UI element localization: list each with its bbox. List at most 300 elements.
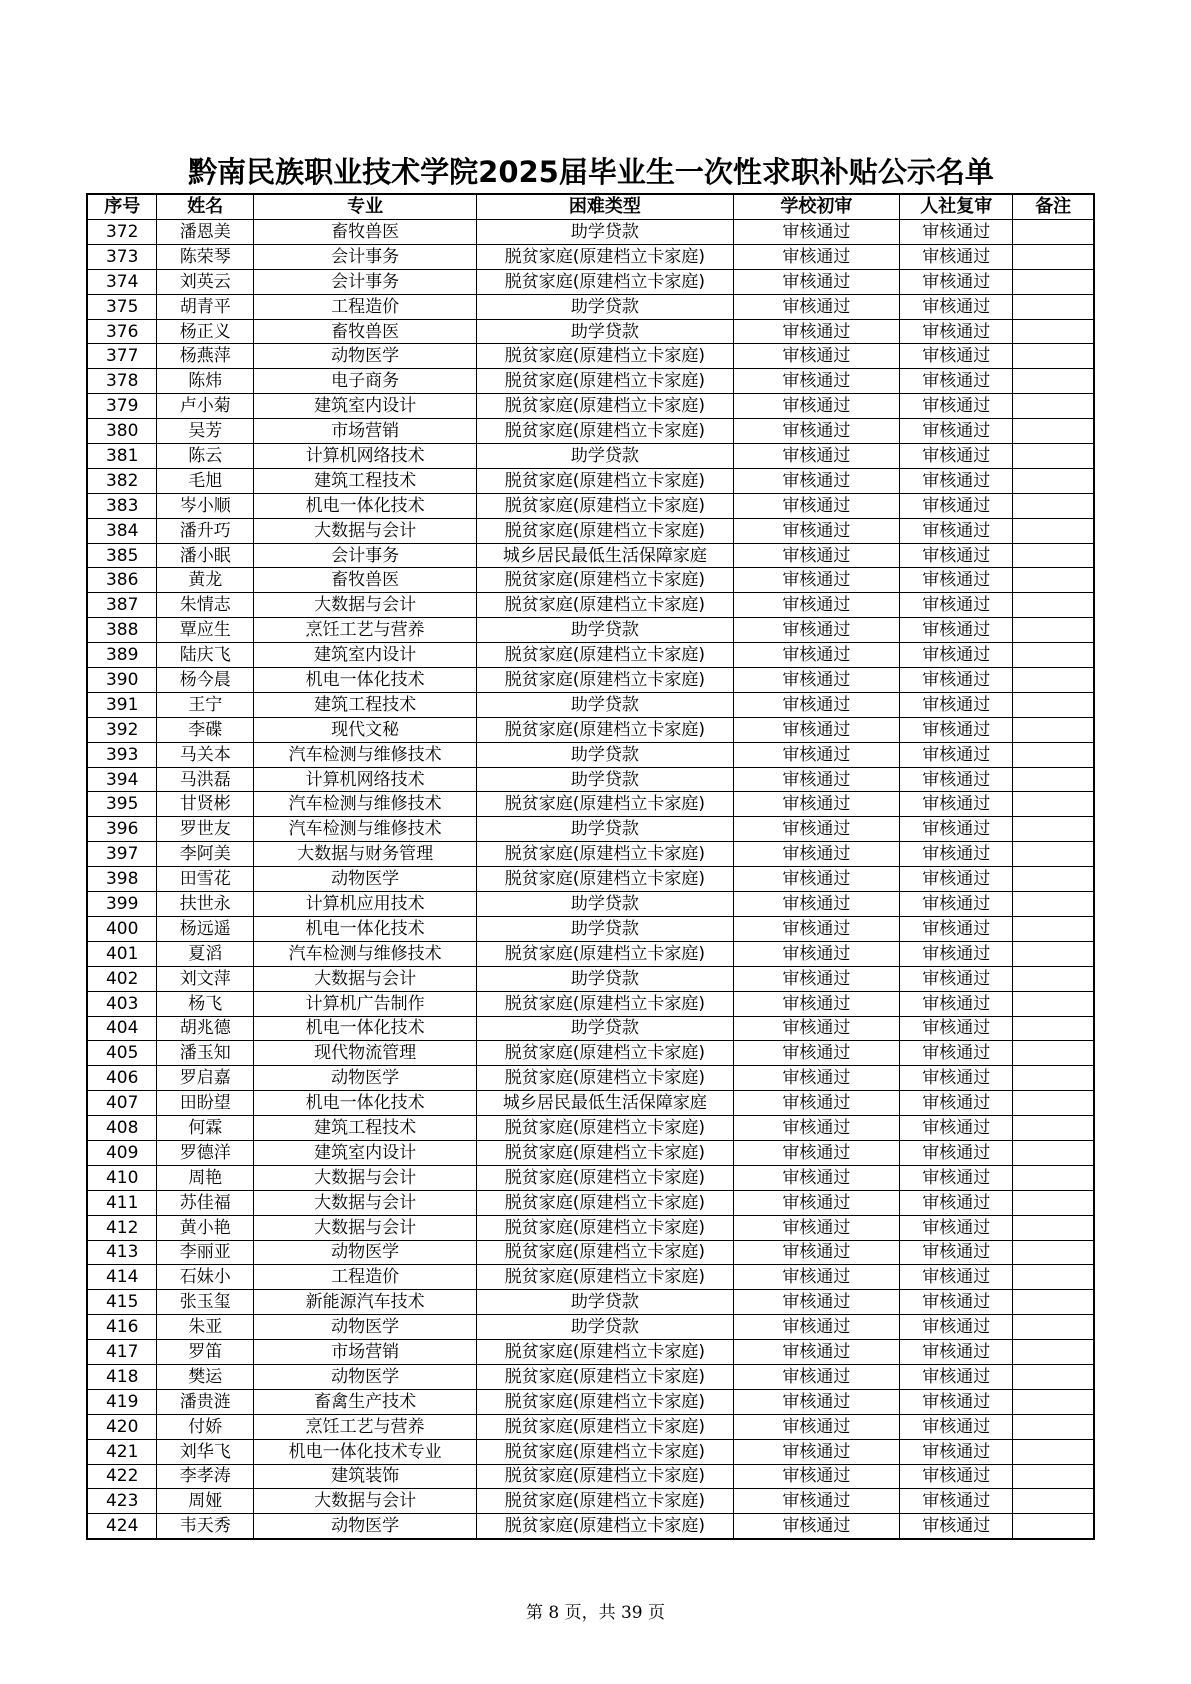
- cell-name: 覃应生: [157, 618, 254, 643]
- cell-index: 416: [87, 1315, 157, 1340]
- cell-name: 李阿美: [157, 842, 254, 867]
- cell-index: 386: [87, 568, 157, 593]
- cell-hr-review: 审核通过: [900, 1240, 1013, 1265]
- cell-school-review: 审核通过: [733, 792, 900, 817]
- cell-remarks: [1013, 344, 1094, 369]
- cell-school-review: 审核通过: [733, 244, 900, 269]
- roster-body: [87, 220, 1094, 1540]
- cell-school-review: 审核通过: [733, 1116, 900, 1141]
- table-row: [87, 966, 1094, 991]
- cell-hr-review: 审核通过: [900, 220, 1013, 245]
- cell-school-review: 审核通过: [733, 568, 900, 593]
- cell-school-review: 审核通过: [733, 916, 900, 941]
- cell-hardship-type: 城乡居民最低生活保障家庭: [477, 543, 733, 568]
- cell-name: 潘小眠: [157, 543, 254, 568]
- cell-hr-review: 审核通过: [900, 1265, 1013, 1290]
- table-header-row: [87, 194, 1094, 220]
- cell-major: 大数据与会计: [254, 1489, 477, 1514]
- cell-index: 403: [87, 991, 157, 1016]
- cell-major: 大数据与会计: [254, 593, 477, 618]
- table-row: [87, 220, 1094, 245]
- cell-name: 卢小菊: [157, 394, 254, 419]
- cell-name: 田盼望: [157, 1091, 254, 1116]
- cell-major: 大数据与财务管理: [254, 842, 477, 867]
- cell-hr-review: 审核通过: [900, 867, 1013, 892]
- cell-hardship-type: 脱贫家庭(原建档立卡家庭): [477, 792, 733, 817]
- cell-name: 陈荣琴: [157, 244, 254, 269]
- cell-hr-review: 审核通过: [900, 394, 1013, 419]
- table-row: [87, 1240, 1094, 1265]
- cell-major: 烹饪工艺与营养: [254, 618, 477, 643]
- cell-major: 会计事务: [254, 543, 477, 568]
- cell-index: 412: [87, 1215, 157, 1240]
- cell-name: 岑小顺: [157, 493, 254, 518]
- cell-school-review: 审核通过: [733, 1489, 900, 1514]
- table-row: [87, 1389, 1094, 1414]
- cell-index: 398: [87, 867, 157, 892]
- cell-hr-review: 审核通过: [900, 419, 1013, 444]
- cell-remarks: [1013, 394, 1094, 419]
- cell-major: 汽车检测与维修技术: [254, 817, 477, 842]
- cell-hr-review: 审核通过: [900, 643, 1013, 668]
- cell-school-review: 审核通过: [733, 518, 900, 543]
- table-row: [87, 1265, 1094, 1290]
- cell-index: 402: [87, 966, 157, 991]
- table-row: [87, 269, 1094, 294]
- table-row: [87, 1066, 1094, 1091]
- cell-name: 周艳: [157, 1165, 254, 1190]
- cell-hr-review: 审核通过: [900, 1290, 1013, 1315]
- table-row: [87, 319, 1094, 344]
- cell-hr-review: 审核通过: [900, 1140, 1013, 1165]
- cell-name: 李孝涛: [157, 1464, 254, 1489]
- cell-major: 现代文秘: [254, 717, 477, 742]
- cell-hardship-type: 脱贫家庭(原建档立卡家庭): [477, 991, 733, 1016]
- cell-hardship-type: 脱贫家庭(原建档立卡家庭): [477, 593, 733, 618]
- cell-index: 380: [87, 419, 157, 444]
- cell-school-review: 审核通过: [733, 991, 900, 1016]
- cell-school-review: 审核通过: [733, 668, 900, 693]
- cell-remarks: [1013, 468, 1094, 493]
- cell-name: 付娇: [157, 1414, 254, 1439]
- cell-remarks: [1013, 1389, 1094, 1414]
- cell-major: 畜牧兽医: [254, 568, 477, 593]
- cell-school-review: 审核通过: [733, 394, 900, 419]
- cell-major: 会计事务: [254, 269, 477, 294]
- cell-major: 大数据与会计: [254, 966, 477, 991]
- cell-index: 379: [87, 394, 157, 419]
- table-row: [87, 792, 1094, 817]
- cell-remarks: [1013, 767, 1094, 792]
- cell-major: 动物医学: [254, 1364, 477, 1389]
- cell-hardship-type: 脱贫家庭(原建档立卡家庭): [477, 1066, 733, 1091]
- table-row: [87, 692, 1094, 717]
- cell-school-review: 审核通过: [733, 493, 900, 518]
- cell-school-review: 审核通过: [733, 892, 900, 917]
- cell-remarks: [1013, 1165, 1094, 1190]
- cell-major: 建筑工程技术: [254, 1116, 477, 1141]
- table-row: [87, 618, 1094, 643]
- cell-hr-review: 审核通过: [900, 842, 1013, 867]
- cell-hardship-type: 助学贷款: [477, 444, 733, 469]
- cell-remarks: [1013, 717, 1094, 742]
- cell-major: 建筑装饰: [254, 1464, 477, 1489]
- cell-school-review: 审核通过: [733, 419, 900, 444]
- cell-name: 刘英云: [157, 269, 254, 294]
- table-row: [87, 244, 1094, 269]
- cell-name: 王宁: [157, 692, 254, 717]
- cell-name: 罗德洋: [157, 1140, 254, 1165]
- cell-school-review: 审核通过: [733, 468, 900, 493]
- cell-remarks: [1013, 593, 1094, 618]
- cell-remarks: [1013, 792, 1094, 817]
- cell-index: 388: [87, 618, 157, 643]
- cell-index: 421: [87, 1439, 157, 1464]
- cell-remarks: [1013, 966, 1094, 991]
- cell-major: 建筑工程技术: [254, 692, 477, 717]
- cell-hardship-type: 脱贫家庭(原建档立卡家庭): [477, 344, 733, 369]
- cell-index: 395: [87, 792, 157, 817]
- cell-name: 毛旭: [157, 468, 254, 493]
- cell-index: 422: [87, 1464, 157, 1489]
- cell-hardship-type: 脱贫家庭(原建档立卡家庭): [477, 1265, 733, 1290]
- cell-remarks: [1013, 319, 1094, 344]
- cell-school-review: 审核通过: [733, 269, 900, 294]
- cell-hr-review: 审核通过: [900, 269, 1013, 294]
- cell-hardship-type: 脱贫家庭(原建档立卡家庭): [477, 643, 733, 668]
- cell-hardship-type: 脱贫家庭(原建档立卡家庭): [477, 244, 733, 269]
- table-row: [87, 1340, 1094, 1365]
- table-row: [87, 1315, 1094, 1340]
- cell-hr-review: 审核通过: [900, 792, 1013, 817]
- table-row: [87, 1364, 1094, 1389]
- cell-school-review: 审核通过: [733, 294, 900, 319]
- cell-name: 陈云: [157, 444, 254, 469]
- cell-name: 陆庆飞: [157, 643, 254, 668]
- cell-remarks: [1013, 369, 1094, 394]
- cell-school-review: 审核通过: [733, 941, 900, 966]
- cell-hardship-type: 脱贫家庭(原建档立卡家庭): [477, 394, 733, 419]
- cell-school-review: 审核通过: [733, 220, 900, 245]
- cell-major: 电子商务: [254, 369, 477, 394]
- cell-hardship-type: 脱贫家庭(原建档立卡家庭): [477, 1439, 733, 1464]
- cell-hr-review: 审核通过: [900, 319, 1013, 344]
- cell-remarks: [1013, 1265, 1094, 1290]
- cell-remarks: [1013, 916, 1094, 941]
- cell-school-review: 审核通过: [733, 692, 900, 717]
- cell-hardship-type: 脱贫家庭(原建档立卡家庭): [477, 1190, 733, 1215]
- cell-index: 391: [87, 692, 157, 717]
- cell-major: 大数据与会计: [254, 1165, 477, 1190]
- table-row: [87, 1016, 1094, 1041]
- table-row: [87, 369, 1094, 394]
- cell-hardship-type: 脱贫家庭(原建档立卡家庭): [477, 1464, 733, 1489]
- cell-hardship-type: 脱贫家庭(原建档立卡家庭): [477, 842, 733, 867]
- cell-school-review: 审核通过: [733, 1414, 900, 1439]
- cell-hr-review: 审核通过: [900, 1364, 1013, 1389]
- cell-hardship-type: 助学贷款: [477, 892, 733, 917]
- table-row: [87, 394, 1094, 419]
- cell-hr-review: 审核通过: [900, 1215, 1013, 1240]
- cell-major: 市场营销: [254, 1340, 477, 1365]
- table-row: [87, 1215, 1094, 1240]
- cell-name: 刘华飞: [157, 1439, 254, 1464]
- cell-hr-review: 审核通过: [900, 1165, 1013, 1190]
- cell-remarks: [1013, 742, 1094, 767]
- cell-index: 400: [87, 916, 157, 941]
- cell-name: 李碟: [157, 717, 254, 742]
- cell-name: 马洪磊: [157, 767, 254, 792]
- cell-name: 罗笛: [157, 1340, 254, 1365]
- cell-major: 机电一体化技术专业: [254, 1439, 477, 1464]
- cell-index: 374: [87, 269, 157, 294]
- cell-school-review: 审核通过: [733, 867, 900, 892]
- cell-hr-review: 审核通过: [900, 1489, 1013, 1514]
- table-row: [87, 892, 1094, 917]
- page-footer: 第 8 页，共 39 页: [525, 1603, 666, 1623]
- cell-name: 扶世永: [157, 892, 254, 917]
- cell-hr-review: 审核通过: [900, 1389, 1013, 1414]
- column-header-major: 专业: [254, 194, 477, 220]
- table-row: [87, 468, 1094, 493]
- cell-index: 413: [87, 1240, 157, 1265]
- cell-hardship-type: 助学贷款: [477, 1290, 733, 1315]
- cell-remarks: [1013, 1116, 1094, 1141]
- cell-hr-review: 审核通过: [900, 1464, 1013, 1489]
- cell-remarks: [1013, 444, 1094, 469]
- cell-major: 新能源汽车技术: [254, 1290, 477, 1315]
- cell-major: 机电一体化技术: [254, 493, 477, 518]
- cell-index: 385: [87, 543, 157, 568]
- cell-index: 415: [87, 1290, 157, 1315]
- cell-hardship-type: 脱贫家庭(原建档立卡家庭): [477, 468, 733, 493]
- table-row: [87, 568, 1094, 593]
- cell-hr-review: 审核通过: [900, 692, 1013, 717]
- cell-major: 计算机应用技术: [254, 892, 477, 917]
- cell-index: 376: [87, 319, 157, 344]
- cell-hr-review: 审核通过: [900, 767, 1013, 792]
- table-row: [87, 1489, 1094, 1514]
- cell-hardship-type: 脱贫家庭(原建档立卡家庭): [477, 1389, 733, 1414]
- table-row: [87, 419, 1094, 444]
- cell-hr-review: 审核通过: [900, 244, 1013, 269]
- cell-major: 计算机网络技术: [254, 444, 477, 469]
- cell-school-review: 审核通过: [733, 1240, 900, 1265]
- cell-major: 建筑室内设计: [254, 394, 477, 419]
- cell-hardship-type: 助学贷款: [477, 966, 733, 991]
- cell-hardship-type: 助学贷款: [477, 319, 733, 344]
- cell-hr-review: 审核通过: [900, 742, 1013, 767]
- cell-remarks: [1013, 991, 1094, 1016]
- cell-school-review: 审核通过: [733, 1464, 900, 1489]
- cell-major: 畜禽生产技术: [254, 1389, 477, 1414]
- cell-name: 韦天秀: [157, 1514, 254, 1539]
- cell-school-review: 审核通过: [733, 643, 900, 668]
- table-row: [87, 867, 1094, 892]
- cell-hardship-type: 脱贫家庭(原建档立卡家庭): [477, 1240, 733, 1265]
- cell-name: 杨远遥: [157, 916, 254, 941]
- cell-major: 大数据与会计: [254, 518, 477, 543]
- cell-hardship-type: 助学贷款: [477, 916, 733, 941]
- cell-index: 397: [87, 842, 157, 867]
- cell-index: 381: [87, 444, 157, 469]
- cell-major: 动物医学: [254, 1315, 477, 1340]
- cell-hr-review: 审核通过: [900, 1514, 1013, 1539]
- cell-index: 424: [87, 1514, 157, 1539]
- table-row: [87, 1041, 1094, 1066]
- cell-name: 刘文萍: [157, 966, 254, 991]
- table-row: [87, 1514, 1094, 1539]
- cell-index: 420: [87, 1414, 157, 1439]
- table-row: [87, 1116, 1094, 1141]
- cell-school-review: 审核通过: [733, 593, 900, 618]
- cell-major: 计算机广告制作: [254, 991, 477, 1016]
- cell-remarks: [1013, 692, 1094, 717]
- cell-index: 414: [87, 1265, 157, 1290]
- cell-major: 动物医学: [254, 1240, 477, 1265]
- cell-index: 393: [87, 742, 157, 767]
- cell-remarks: [1013, 842, 1094, 867]
- cell-remarks: [1013, 269, 1094, 294]
- cell-hr-review: 审核通过: [900, 369, 1013, 394]
- cell-remarks: [1013, 1091, 1094, 1116]
- cell-school-review: 审核通过: [733, 1439, 900, 1464]
- cell-hardship-type: 助学贷款: [477, 742, 733, 767]
- cell-hardship-type: 脱贫家庭(原建档立卡家庭): [477, 1215, 733, 1240]
- page-title: 黔南民族职业技术学院2025届毕业生一次性求职补贴公示名单: [188, 155, 994, 189]
- cell-index: 407: [87, 1091, 157, 1116]
- cell-hr-review: 审核通过: [900, 444, 1013, 469]
- cell-index: 387: [87, 593, 157, 618]
- cell-index: 411: [87, 1190, 157, 1215]
- cell-major: 工程造价: [254, 1265, 477, 1290]
- cell-school-review: 审核通过: [733, 842, 900, 867]
- cell-index: 409: [87, 1140, 157, 1165]
- cell-hr-review: 审核通过: [900, 966, 1013, 991]
- cell-remarks: [1013, 668, 1094, 693]
- table-row: [87, 767, 1094, 792]
- cell-index: 384: [87, 518, 157, 543]
- cell-remarks: [1013, 867, 1094, 892]
- cell-index: 399: [87, 892, 157, 917]
- cell-hr-review: 审核通过: [900, 916, 1013, 941]
- cell-school-review: 审核通过: [733, 543, 900, 568]
- cell-major: 机电一体化技术: [254, 1091, 477, 1116]
- cell-major: 计算机网络技术: [254, 767, 477, 792]
- cell-school-review: 审核通过: [733, 444, 900, 469]
- cell-hardship-type: 脱贫家庭(原建档立卡家庭): [477, 941, 733, 966]
- cell-hardship-type: 脱贫家庭(原建档立卡家庭): [477, 1364, 733, 1389]
- cell-index: 390: [87, 668, 157, 693]
- cell-index: 408: [87, 1116, 157, 1141]
- cell-name: 罗启嘉: [157, 1066, 254, 1091]
- cell-remarks: [1013, 493, 1094, 518]
- cell-remarks: [1013, 1215, 1094, 1240]
- cell-name: 胡兆德: [157, 1016, 254, 1041]
- cell-index: 389: [87, 643, 157, 668]
- cell-major: 动物医学: [254, 1514, 477, 1539]
- table-row: [87, 643, 1094, 668]
- cell-hr-review: 审核通过: [900, 618, 1013, 643]
- cell-hardship-type: 助学贷款: [477, 294, 733, 319]
- cell-hr-review: 审核通过: [900, 1066, 1013, 1091]
- cell-remarks: [1013, 1340, 1094, 1365]
- table-row: [87, 1140, 1094, 1165]
- table-row: [87, 817, 1094, 842]
- cell-hardship-type: 脱贫家庭(原建档立卡家庭): [477, 493, 733, 518]
- cell-remarks: [1013, 1364, 1094, 1389]
- cell-hr-review: 审核通过: [900, 1190, 1013, 1215]
- table-row: [87, 444, 1094, 469]
- cell-hr-review: 审核通过: [900, 518, 1013, 543]
- cell-remarks: [1013, 892, 1094, 917]
- cell-name: 周娅: [157, 1489, 254, 1514]
- table-row: [87, 991, 1094, 1016]
- cell-school-review: 审核通过: [733, 1165, 900, 1190]
- cell-remarks: [1013, 1240, 1094, 1265]
- cell-index: 417: [87, 1340, 157, 1365]
- cell-index: 404: [87, 1016, 157, 1041]
- cell-hr-review: 审核通过: [900, 1439, 1013, 1464]
- cell-school-review: 审核通过: [733, 1016, 900, 1041]
- cell-school-review: 审核通过: [733, 742, 900, 767]
- cell-remarks: [1013, 1439, 1094, 1464]
- cell-index: 410: [87, 1165, 157, 1190]
- cell-remarks: [1013, 543, 1094, 568]
- cell-school-review: 审核通过: [733, 1190, 900, 1215]
- cell-hardship-type: 脱贫家庭(原建档立卡家庭): [477, 1165, 733, 1190]
- cell-name: 胡青平: [157, 294, 254, 319]
- cell-hardship-type: 脱贫家庭(原建档立卡家庭): [477, 568, 733, 593]
- table-row: [87, 518, 1094, 543]
- table-row: [87, 1464, 1094, 1489]
- cell-remarks: [1013, 618, 1094, 643]
- cell-name: 杨今晨: [157, 668, 254, 693]
- cell-index: 378: [87, 369, 157, 394]
- column-header-hardship-type: 困难类型: [477, 194, 733, 220]
- cell-hr-review: 审核通过: [900, 593, 1013, 618]
- cell-name: 夏滔: [157, 941, 254, 966]
- cell-major: 市场营销: [254, 419, 477, 444]
- cell-name: 石妹小: [157, 1265, 254, 1290]
- cell-major: 会计事务: [254, 244, 477, 269]
- cell-index: 372: [87, 220, 157, 245]
- cell-school-review: 审核通过: [733, 1066, 900, 1091]
- cell-name: 黄小艳: [157, 1215, 254, 1240]
- cell-index: 373: [87, 244, 157, 269]
- cell-school-review: 审核通过: [733, 369, 900, 394]
- cell-school-review: 审核通过: [733, 717, 900, 742]
- cell-index: 423: [87, 1489, 157, 1514]
- cell-remarks: [1013, 1041, 1094, 1066]
- cell-school-review: 审核通过: [733, 1364, 900, 1389]
- cell-hr-review: 审核通过: [900, 568, 1013, 593]
- cell-remarks: [1013, 220, 1094, 245]
- cell-remarks: [1013, 294, 1094, 319]
- cell-remarks: [1013, 1016, 1094, 1041]
- cell-name: 李丽亚: [157, 1240, 254, 1265]
- cell-major: 机电一体化技术: [254, 668, 477, 693]
- cell-remarks: [1013, 941, 1094, 966]
- cell-remarks: [1013, 1066, 1094, 1091]
- column-header-school-review: 学校初审: [733, 194, 900, 220]
- cell-major: 机电一体化技术: [254, 916, 477, 941]
- cell-index: 377: [87, 344, 157, 369]
- cell-hardship-type: 脱贫家庭(原建档立卡家庭): [477, 668, 733, 693]
- table-row: [87, 1290, 1094, 1315]
- cell-hardship-type: 脱贫家庭(原建档立卡家庭): [477, 867, 733, 892]
- cell-school-review: 审核通过: [733, 966, 900, 991]
